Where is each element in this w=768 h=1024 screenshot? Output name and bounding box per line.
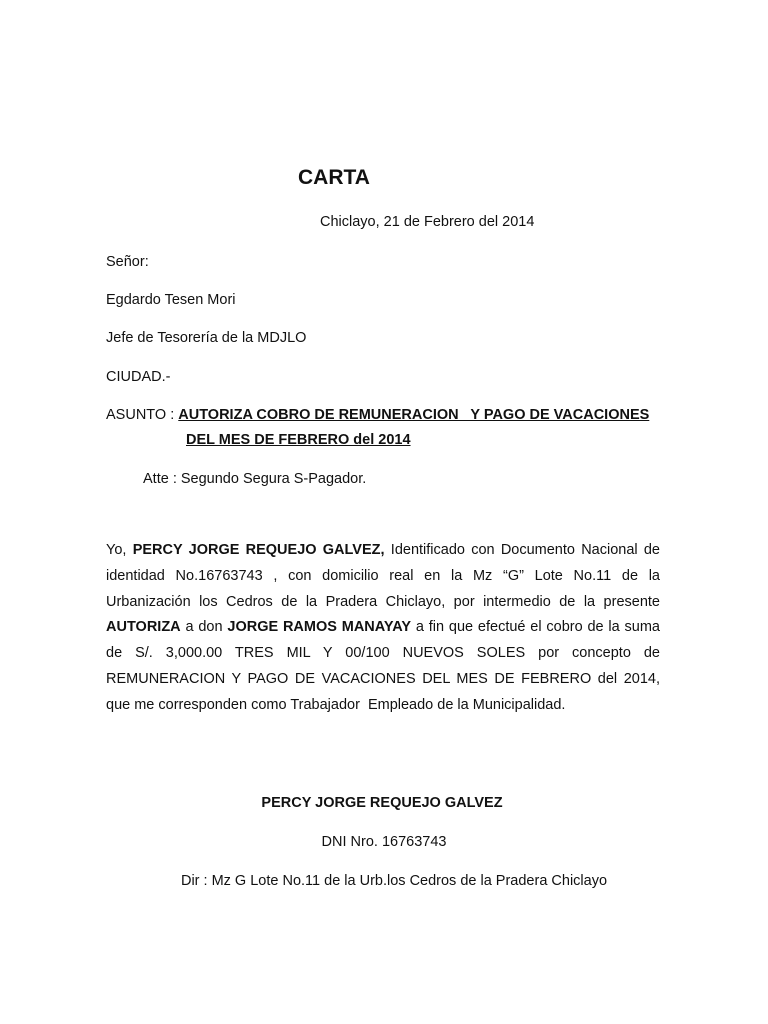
subject-line-2: DEL MES DE FEBRERO del 2014 <box>186 432 411 448</box>
subject-colon: : <box>166 407 179 423</box>
signature-name: PERCY JORGE REQUEJO GALVEZ <box>261 795 503 811</box>
body-authorize: AUTORIZA <box>106 619 181 636</box>
subject-row <box>106 407 649 423</box>
body-text-1: Yo, <box>106 542 133 558</box>
attention-line: Atte : Segundo Segura S-Pagador. <box>143 471 367 487</box>
salutation: Señor: <box>106 254 149 270</box>
subject-label: ASUNTO <box>106 407 167 423</box>
subject-line-1: AUTORIZA COBRO DE REMUNERACION Y PAGO DE VACACIONES <box>178 407 650 423</box>
city: CIUDAD.- <box>106 369 171 385</box>
body-text-4: a fin que efectué el cobro de la suma de S/. 3,000.00 TRES MIL Y 00/100 NUEVOS SOLES por concepto de REMUNERACION Y PAGO DE VACACIONES DEL MES DE FEBRERO del 2014, que me corresponden como Trabajador Empleado de la Municipalidad. <box>106 619 665 713</box>
body-name: PERCY JORGE REQUEJO GALVEZ, <box>132 542 385 558</box>
recipient-name: Egdardo Tesen Mori <box>106 292 236 308</box>
signature-address: Dir : Mz G Lote No.11 de la Urb.los Cedros de la Pradera Chiclayo <box>180 873 608 889</box>
letter-title: CARTA <box>298 166 370 189</box>
body-text-2: Identificado con Documento Nacional de identidad No.16763743 , con domicilio real en la Mz “G” Lote No.11 de la Urbanización los Cedros de la Pradera Chiclayo, por intermedio de la presente <box>106 542 665 610</box>
body-paragraph <box>106 538 665 719</box>
recipient-title: Jefe de Tesorería de la MDJLO <box>106 330 307 346</box>
signature-dni: DNI Nro. 16763743 <box>321 834 447 850</box>
body-text-3: a don <box>180 619 228 636</box>
body-agent: JORGE RAMOS MANAYAY <box>227 619 412 636</box>
letter-date: Chiclayo, 21 de Febrero del 2014 <box>320 214 535 230</box>
